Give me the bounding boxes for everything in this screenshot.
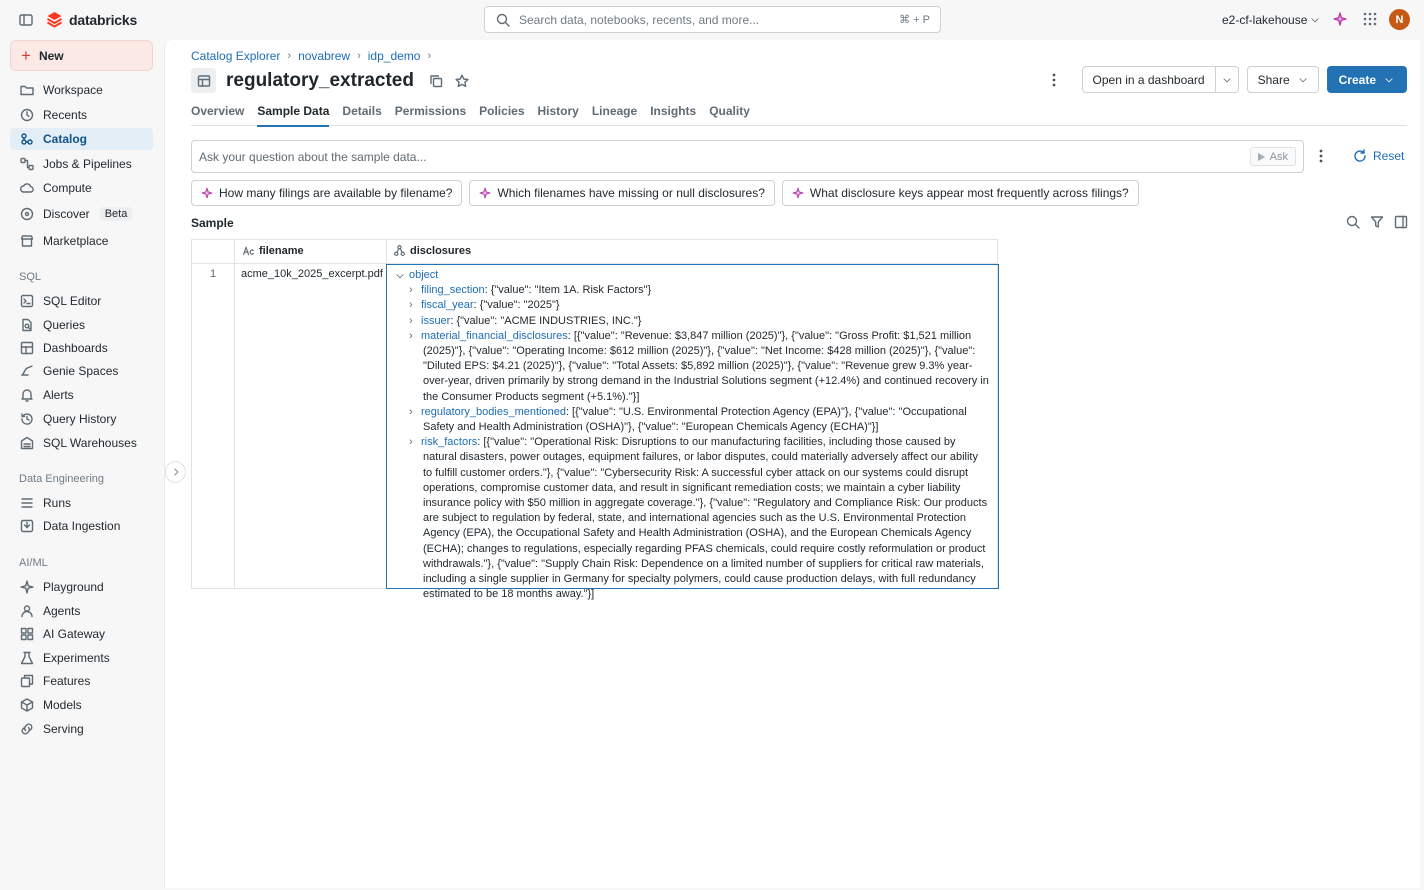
top-bar — [0, 0, 1424, 40]
sidebar-item-label: Recents — [43, 108, 88, 122]
json-value: : {"value": "2025"} — [473, 299, 560, 312]
tab-overview[interactable]: Overview — [191, 104, 245, 118]
runs-icon — [19, 495, 35, 511]
chevron-down-icon — [1384, 75, 1394, 85]
tab-details[interactable]: Details — [342, 104, 382, 118]
sidebar-item-data-ingestion[interactable] — [10, 515, 153, 537]
features-icon — [19, 673, 35, 689]
chevron-right-icon: › — [409, 314, 413, 327]
plus-icon: + — [21, 46, 31, 65]
play-icon — [1258, 153, 1265, 161]
sidebar-item-label: Jobs & Pipelines — [43, 157, 132, 171]
json-entry-risk-factors[interactable] — [409, 435, 989, 602]
page-title: regulatory_extracted — [226, 69, 414, 91]
agent-icon — [19, 603, 35, 619]
tab-sample-data[interactable]: Sample Data — [257, 104, 329, 126]
filter-icon[interactable] — [1369, 214, 1385, 230]
column-header-label: disclosures — [410, 244, 472, 257]
open-dashboard-dropdown[interactable] — [1215, 67, 1238, 92]
ask-question-input[interactable] — [191, 140, 1304, 173]
create-button[interactable] — [1327, 66, 1407, 93]
tab-permissions[interactable]: Permissions — [394, 104, 467, 118]
string-type-icon — [242, 244, 255, 257]
clock-icon — [19, 107, 35, 123]
sidebar-item-label: Data Ingestion — [43, 519, 121, 533]
sidebar-item-label: Features — [43, 674, 91, 688]
sparkle-icon — [479, 187, 491, 199]
sidebar-item-jobs-pipelines[interactable] — [10, 153, 153, 175]
json-value: : [{"value": "Revenue: $3,847 million (2025)"}, {"value": "Gross Profit: $1,521 million (2025)"}, {"value": "Operating Income: $612 million (2025)"}, {"value": "Net Income: $428 million (2025)"}, {"value": "Diluted EPS: $4.21 (2025)"}, {"value": "Total Assets: $5,892 million (2025)"}, {"value": "Revenue grew 9.3% year-over-year, driven primarily by strong demand in the Industrial Solutions segment (+12.4%) and continued recovery in the Consumer Products segment (+5.1%)."}] — [423, 329, 989, 403]
query-icon — [19, 317, 35, 333]
create-button-label: Create — [1338, 72, 1376, 87]
bell-icon — [19, 387, 35, 403]
assistant-sparkle-icon[interactable] — [1332, 11, 1348, 27]
workspace-selector[interactable] — [1222, 13, 1320, 27]
tab-insights[interactable]: Insights — [650, 104, 697, 118]
share-button[interactable] — [1247, 66, 1319, 93]
title-row — [191, 68, 470, 93]
suggestion-chip[interactable] — [191, 180, 462, 206]
column-header-label: filename — [259, 244, 304, 257]
sidebar-item-label: Playground — [43, 580, 104, 594]
chevron-down-icon — [1310, 15, 1320, 25]
workspace-name: e2-cf-lakehouse — [1222, 13, 1308, 27]
sidebar-item-features[interactable] — [10, 670, 153, 692]
sidebar-item-label: Marketplace — [43, 234, 109, 248]
flask-icon — [19, 650, 35, 666]
warehouse-icon — [19, 435, 35, 451]
tab-lineage[interactable]: Lineage — [591, 104, 638, 118]
workflow-icon — [19, 156, 35, 172]
sparkle-icon — [201, 187, 213, 199]
new-button[interactable] — [10, 40, 153, 71]
sidebar-item-experiments[interactable] — [10, 647, 153, 669]
json-entry-fiscal-year[interactable] — [409, 298, 989, 313]
json-entry-material-financial-disclosures[interactable] — [409, 329, 989, 405]
sidebar-item-label: Runs — [43, 496, 72, 510]
sidebar-item-serving[interactable] — [10, 718, 153, 740]
json-value: : [{"value": "Operational Risk: Disruptions to our manufacturing facilities, including those caused by natural disasters, power outages, equipment failures, or labor disputes, could materially adversely affect our ability to fulfill customer orders."}, {"value": "Cybersecurity Risk: A successful cyber attack on our systems could disrupt operations, compromise customer data, and result in significant remediation costs; we maintain a cyber liability insurance policy with $50 million in aggregate coverage."}, {"value": "Regulatory and Compliance Risk: Our products are subject to regulation by federal, state, and international agencies such as the U.S. Environmental Protection Agency (EPA), the Occupational Safety and Health Administration (OSHA), and the European Chemicals Agency (ECHA); changes to regulations, especially regarding PFAS chemicals, could require costly reformulation or product withdrawals."}, {"value": "Supply Chain Risk: Dependence on a limited number of suppliers for critical raw materials, including a single supplier in Germany for specialty polymers, could cause production delays, with full redundancy estimated to be 18 months away."}] — [423, 436, 988, 601]
disclosures-cell[interactable] — [386, 264, 999, 601]
tab-history[interactable]: History — [537, 104, 579, 118]
sidebar-toggle-icon[interactable] — [18, 12, 34, 28]
sidebar-item-recents[interactable] — [10, 104, 153, 126]
tab-policies[interactable]: Policies — [479, 104, 525, 118]
json-value: : {"value": "ACME INDUSTRIES, INC."} — [450, 314, 642, 327]
json-key: regulatory_bodies_mentioned — [421, 405, 566, 418]
suggestion-text: Which filenames have missing or null disclosures? — [497, 186, 765, 200]
main-panel — [164, 40, 1420, 888]
history-icon — [19, 411, 35, 427]
sidebar-item-label: Compute — [43, 181, 92, 195]
compass-icon — [19, 206, 35, 222]
store-icon — [19, 233, 35, 249]
sidebar-item-marketplace[interactable] — [10, 230, 153, 252]
refresh-icon — [1352, 148, 1368, 164]
sample-data-table — [191, 239, 998, 601]
breadcrumb-catalog-explorer[interactable]: Catalog Explorer — [191, 49, 281, 63]
sidebar-item-workspace[interactable] — [10, 79, 153, 101]
sidebar-item-label: Workspace — [43, 83, 103, 97]
suggestion-chip[interactable] — [469, 180, 774, 206]
sidebar-item-genie-spaces[interactable] — [10, 360, 153, 382]
sidebar-item-label: SQL Editor — [43, 294, 102, 308]
search-shortcut: ⌘ + P — [899, 14, 930, 26]
ai-ml-section-heading: AI/ML — [19, 557, 48, 569]
gateway-icon — [19, 626, 35, 642]
sidebar-item-label: Query History — [43, 412, 117, 426]
filename-column — [235, 240, 387, 588]
json-entry-filing-section[interactable] — [409, 283, 989, 298]
sidebar-item-catalog[interactable] — [10, 128, 153, 150]
row-number-column — [192, 240, 235, 588]
json-key: material_financial_disclosures — [421, 329, 568, 342]
sql-section-heading: SQL — [19, 271, 42, 283]
table-icon — [191, 68, 216, 93]
editor-icon — [19, 293, 35, 309]
search-icon[interactable] — [1345, 214, 1361, 230]
sidebar-item-label: Agents — [43, 604, 81, 618]
chevron-down-icon — [1222, 75, 1232, 85]
search-icon — [495, 12, 511, 28]
breadcrumb-catalog[interactable]: novabrew — [298, 49, 351, 63]
new-button-label: New — [38, 48, 64, 63]
sidebar-item-label: SQL Warehouses — [43, 436, 137, 450]
chevron-right-icon: › — [409, 284, 413, 297]
breadcrumb-separator-icon: › — [287, 50, 292, 62]
serving-icon — [19, 721, 35, 737]
cloud-icon — [19, 180, 35, 196]
beta-badge: Beta — [100, 207, 133, 221]
tab-bar — [191, 104, 1407, 126]
search-placeholder: Search data, notebooks, recents, and more... — [519, 12, 760, 27]
sidebar-item-discover[interactable] — [10, 203, 153, 225]
sidebar-item-playground[interactable] — [10, 576, 153, 598]
chevron-right-icon: › — [409, 436, 413, 449]
playground-icon — [19, 579, 35, 595]
sidebar-item-query-history[interactable] — [10, 408, 153, 430]
suggestion-chip[interactable] — [782, 180, 1139, 206]
brand-name: databricks — [69, 11, 138, 28]
json-entry-issuer[interactable] — [409, 314, 989, 329]
side-panel-icon[interactable] — [1393, 214, 1409, 230]
json-value: : [{"value": "U.S. Environmental Protection Agency (EPA)"}, {"value": "Occupational Safety and Health Administration (OSHA)"}, {"value": "European Chemicals Agency (ECHA)"}] — [423, 405, 967, 434]
sidebar-item-label: Queries — [43, 318, 86, 332]
tab-quality[interactable]: Quality — [709, 104, 750, 118]
ask-button-label: Ask — [1269, 150, 1288, 163]
json-key: fiscal_year — [421, 299, 474, 312]
json-key: risk_factors — [421, 436, 478, 449]
genie-icon — [19, 363, 35, 379]
breadcrumb — [191, 49, 431, 63]
sidebar-item-compute[interactable] — [10, 177, 153, 199]
ask-options-kebab-icon[interactable] — [1313, 148, 1329, 164]
open-dashboard-split-button — [1082, 66, 1239, 93]
chevron-down-icon — [395, 271, 405, 281]
ask-placeholder: Ask your question about the sample data... — [199, 149, 427, 164]
sidebar-collapse-handle[interactable] — [165, 461, 186, 483]
sample-heading: Sample — [191, 216, 234, 230]
share-button-label: Share — [1257, 72, 1290, 87]
data-engineering-section-heading: Data Engineering — [19, 473, 105, 485]
sidebar-item-runs[interactable] — [10, 492, 153, 514]
sidebar-item-label: AI Gateway — [43, 627, 106, 641]
chevron-right-icon: › — [409, 405, 413, 418]
open-dashboard-button[interactable]: Open in a dashboard — [1092, 72, 1205, 87]
databricks-logo[interactable] — [46, 11, 137, 28]
json-root-label: object — [409, 269, 439, 281]
sidebar-item-label: Dashboards — [43, 341, 108, 355]
sidebar-item-label: Catalog — [43, 132, 88, 146]
chevron-right-icon: › — [409, 299, 413, 312]
catalog-icon — [19, 131, 35, 147]
suggestion-text: How many filings are available by filename? — [219, 186, 453, 200]
sidebar-item-agents[interactable] — [10, 600, 153, 622]
reset-label: Reset — [1373, 149, 1405, 163]
top-bar-icons — [1332, 11, 1378, 27]
table-tools — [1345, 214, 1409, 230]
apps-grid-icon[interactable] — [1362, 11, 1378, 27]
sidebar-item-label: Genie Spaces — [43, 364, 119, 378]
json-entry-regulatory-bodies-mentioned[interactable] — [409, 405, 989, 435]
json-key: issuer — [421, 314, 451, 327]
folder-icon — [19, 82, 35, 98]
breadcrumb-schema[interactable]: idp_demo — [367, 49, 421, 63]
suggested-questions — [191, 180, 1139, 206]
dashboard-icon — [19, 340, 35, 356]
global-search-input[interactable] — [484, 6, 941, 33]
sidebar-item-sql-warehouses[interactable] — [10, 432, 153, 454]
breadcrumb-separator-icon: › — [427, 50, 432, 62]
databricks-logo-icon — [46, 11, 63, 28]
sidebar-item-label: Discover — [43, 207, 90, 221]
more-actions-kebab-icon[interactable] — [1042, 68, 1066, 92]
breadcrumb-separator-icon: › — [357, 50, 361, 62]
suggestion-text: What disclosure keys appear most frequently across filings? — [809, 186, 1129, 200]
sidebar-item-queries[interactable] — [10, 314, 153, 336]
sidebar-item-label: Serving — [43, 722, 84, 736]
sidebar-item-dashboards[interactable] — [10, 337, 153, 359]
model-icon — [19, 697, 35, 713]
sidebar-item-label: Models — [43, 698, 82, 712]
json-root-toggle[interactable] — [395, 268, 989, 283]
sidebar-item-ai-gateway[interactable] — [10, 623, 153, 645]
sidebar — [0, 40, 164, 890]
filename-cell[interactable]: acme_10k_2025_excerpt.pdf — [241, 268, 383, 280]
chevron-right-icon — [171, 467, 181, 477]
star-icon[interactable] — [454, 73, 470, 89]
chevron-down-icon — [1298, 75, 1308, 85]
sidebar-item-alerts[interactable] — [10, 384, 153, 406]
user-avatar[interactable]: N — [1389, 9, 1410, 30]
chevron-right-icon: › — [409, 329, 413, 342]
json-key: filing_section — [421, 284, 485, 297]
struct-type-icon — [393, 244, 406, 257]
sidebar-item-label: Experiments — [43, 651, 110, 665]
column-header-filename[interactable] — [242, 244, 304, 257]
sparkle-icon — [792, 187, 804, 199]
header-actions — [1042, 66, 1407, 93]
column-header-disclosures[interactable] — [393, 244, 471, 257]
ingestion-icon — [19, 518, 35, 534]
reset-button[interactable] — [1352, 148, 1404, 164]
sidebar-item-models[interactable] — [10, 694, 153, 716]
json-value: : {"value": "Item 1A. Risk Factors"} — [484, 284, 652, 297]
sidebar-item-sql-editor[interactable] — [10, 290, 153, 312]
sidebar-item-label: Alerts — [43, 388, 74, 402]
ask-button[interactable] — [1250, 147, 1296, 166]
copy-icon[interactable] — [428, 73, 444, 89]
row-number: 1 — [209, 268, 217, 280]
